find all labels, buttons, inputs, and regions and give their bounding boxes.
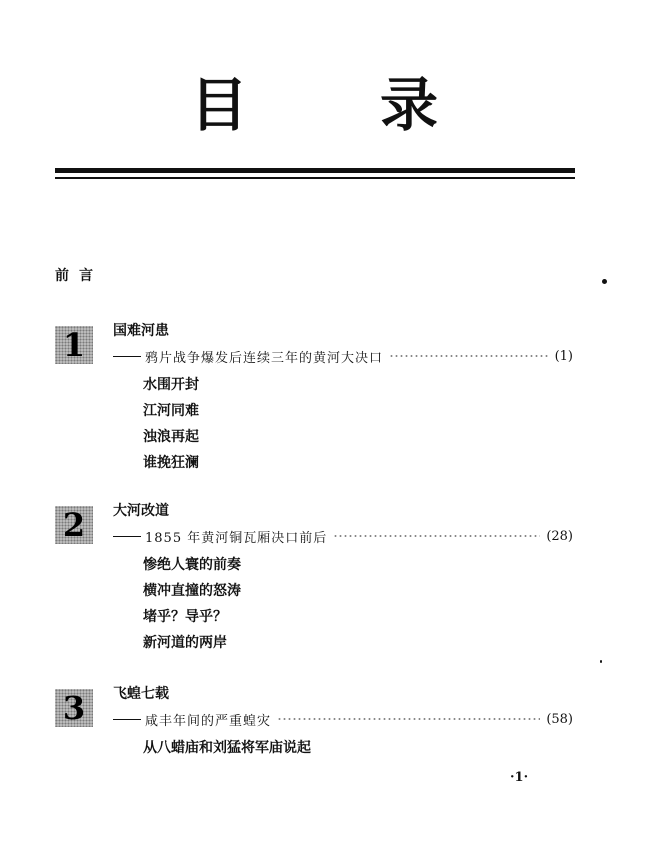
scan-speck (600, 660, 602, 663)
chapter-subtitle: 1855 年黄河铜瓦厢决口前后 (145, 530, 328, 546)
page-reference: (58) (546, 711, 573, 727)
page-title (0, 70, 650, 140)
dash-rule (113, 719, 141, 720)
chapter-number-badge (55, 326, 93, 364)
dot-leader (389, 355, 549, 357)
chapter-title[interactable]: 飞蝗七载 (113, 686, 169, 702)
chapter-number: 2 (62, 506, 86, 544)
section-item[interactable]: 横冲直撞的怒涛 (143, 583, 241, 599)
section-list (143, 552, 241, 656)
chapter-number-badge (55, 689, 93, 727)
section-item[interactable]: 从八蜡庙和刘猛将军庙说起 (143, 740, 311, 756)
chapter-title[interactable]: 大河改道 (113, 503, 169, 519)
section-item[interactable]: 堵乎？导乎？ (143, 609, 227, 625)
dot-leader (333, 535, 540, 537)
dash-rule (113, 356, 141, 357)
page-reference: (1) (554, 348, 573, 364)
title-char-1: 目 (190, 71, 249, 139)
title-rule-thick (55, 168, 575, 173)
scan-speck (602, 279, 607, 284)
title-rule-thin (55, 177, 575, 179)
section-item[interactable]: 江河同难 (143, 403, 199, 419)
chapter-subtitle: 咸丰年间的严重蝗灾 (145, 713, 272, 729)
chapter-number: 3 (62, 689, 86, 727)
title-char-2: 录 (380, 71, 439, 139)
chapter-subtitle: 鸦片战争爆发后连续三年的黄河大决口 (145, 350, 384, 366)
section-item[interactable]: 谁挽狂澜 (143, 455, 199, 471)
dash-rule (113, 536, 141, 537)
section-item[interactable]: 惨绝人寰的前奏 (143, 557, 241, 573)
chapter-subtitle-line[interactable] (113, 527, 573, 545)
chapter-number-badge (55, 506, 93, 544)
dot-leader (277, 718, 540, 720)
section-item[interactable]: 新河道的两岸 (143, 635, 227, 651)
section-item[interactable]: 水围开封 (143, 377, 199, 393)
chapter-subtitle-line[interactable] (113, 347, 573, 365)
chapter-title[interactable]: 国难河患 (113, 323, 169, 339)
chapter-number: 1 (62, 326, 86, 364)
preface-entry[interactable]: 前言 (55, 268, 103, 284)
section-list (143, 372, 199, 476)
page-number: ·1· (510, 770, 529, 785)
section-item[interactable]: 浊浪再起 (143, 429, 199, 445)
section-list (143, 735, 311, 761)
page-reference: (28) (546, 528, 573, 544)
chapter-subtitle-line[interactable] (113, 710, 573, 728)
